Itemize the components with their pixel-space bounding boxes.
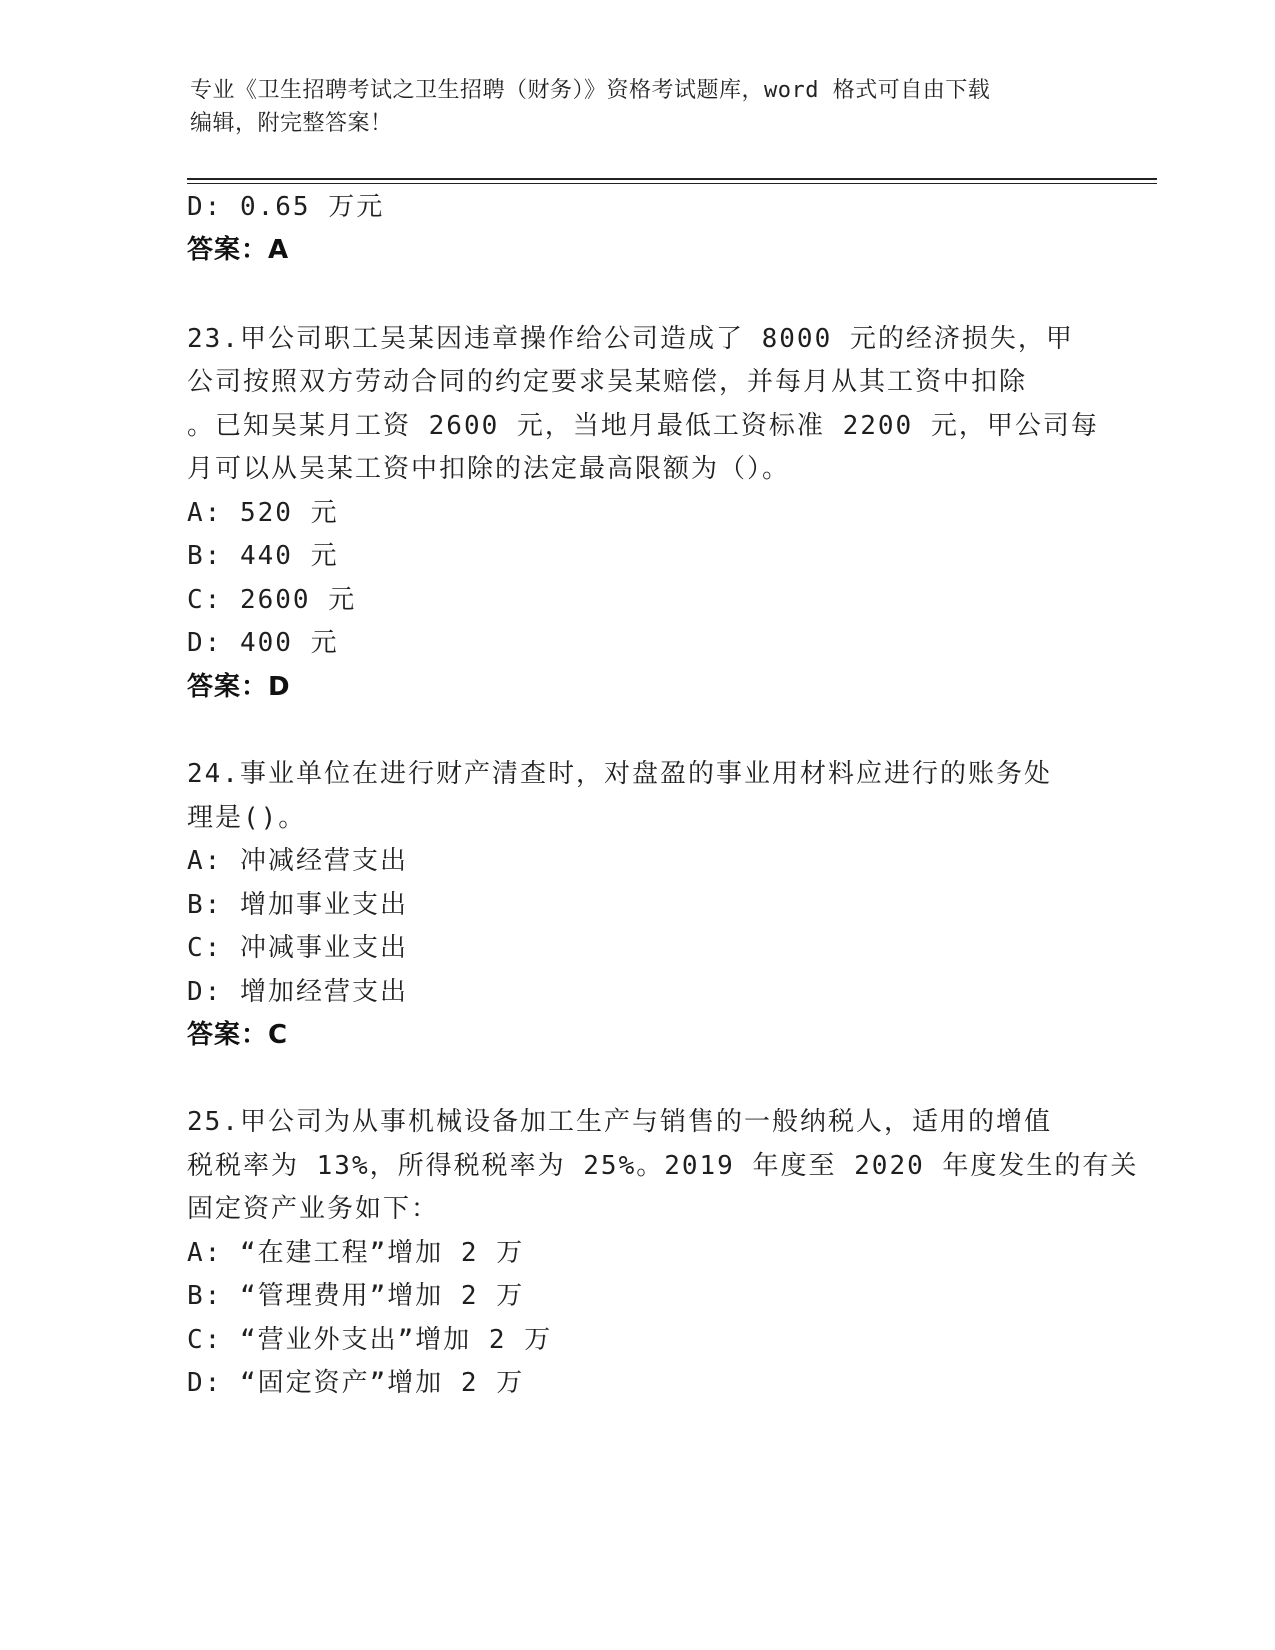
header-divider-thin (187, 183, 1157, 184)
q24-option-b: B: 增加事业支出 (187, 890, 408, 920)
q24-option-c: C: 冲减事业支出 (187, 933, 408, 963)
q25-option-b: B: “管理费用”增加 2 万 (187, 1281, 525, 1311)
q24-option-d: D: 增加经营支出 (187, 977, 408, 1007)
q23-stem-line-3: 。已知吴某月工资 2600 元，当地月最低工资标准 2200 元，甲公司每 (187, 411, 1099, 441)
q25-stem-line-1: 25.甲公司为从事机械设备加工生产与销售的一般纳税人，适用的增值 (187, 1107, 1052, 1137)
header-line-1: 专业《卫生招聘考试之卫生招聘（财务）》资格考试题库，word 格式可自由下载 (190, 78, 991, 103)
q23-option-d: D: 400 元 (187, 628, 339, 658)
q25-option-c: C: “营业外支出”增加 2 万 (187, 1325, 553, 1355)
prev-option-d: D: 0.65 万元 (187, 192, 385, 222)
q23-stem-line-4: 月可以从吴某工资中扣除的法定最高限额为（）。 (187, 454, 791, 484)
q24-stem-line-2: 理是()。 (187, 803, 307, 833)
q23-stem-line-2: 公司按照双方劳动合同的约定要求吴某赔偿，并每月从其工资中扣除 (187, 367, 1028, 397)
q23-stem-line-1: 23.甲公司职工吴某因违章操作给公司造成了 8000 元的经济损失，甲 (187, 324, 1074, 354)
q25-option-d: D: “固定资产”增加 2 万 (187, 1368, 525, 1398)
q23-option-a: A: 520 元 (187, 498, 339, 528)
header-divider-thick (187, 178, 1157, 180)
q24-option-a: A: 冲减经营支出 (187, 846, 408, 876)
header-line-2: 编辑，附完整答案！ (190, 111, 393, 136)
q25-stem-line-2: 税税率为 13%，所得税税率为 25%。2019 年度至 2020 年度发生的有关 (187, 1151, 1139, 1181)
q25-option-a: A: “在建工程”增加 2 万 (187, 1238, 525, 1268)
q23-option-c: C: 2600 元 (187, 585, 357, 615)
q24-answer: 答案：C (187, 1020, 289, 1050)
q23-option-b: B: 440 元 (187, 541, 339, 571)
q23-answer: 答案：D (187, 672, 291, 702)
q24-stem-line-1: 24.事业单位在进行财产清查时，对盘盈的事业用材料应进行的账务处 (187, 759, 1052, 789)
q25-stem-line-3: 固定资产业务如下： (187, 1194, 440, 1224)
prev-answer: 答案：A (187, 235, 290, 265)
document-header (190, 74, 1080, 140)
